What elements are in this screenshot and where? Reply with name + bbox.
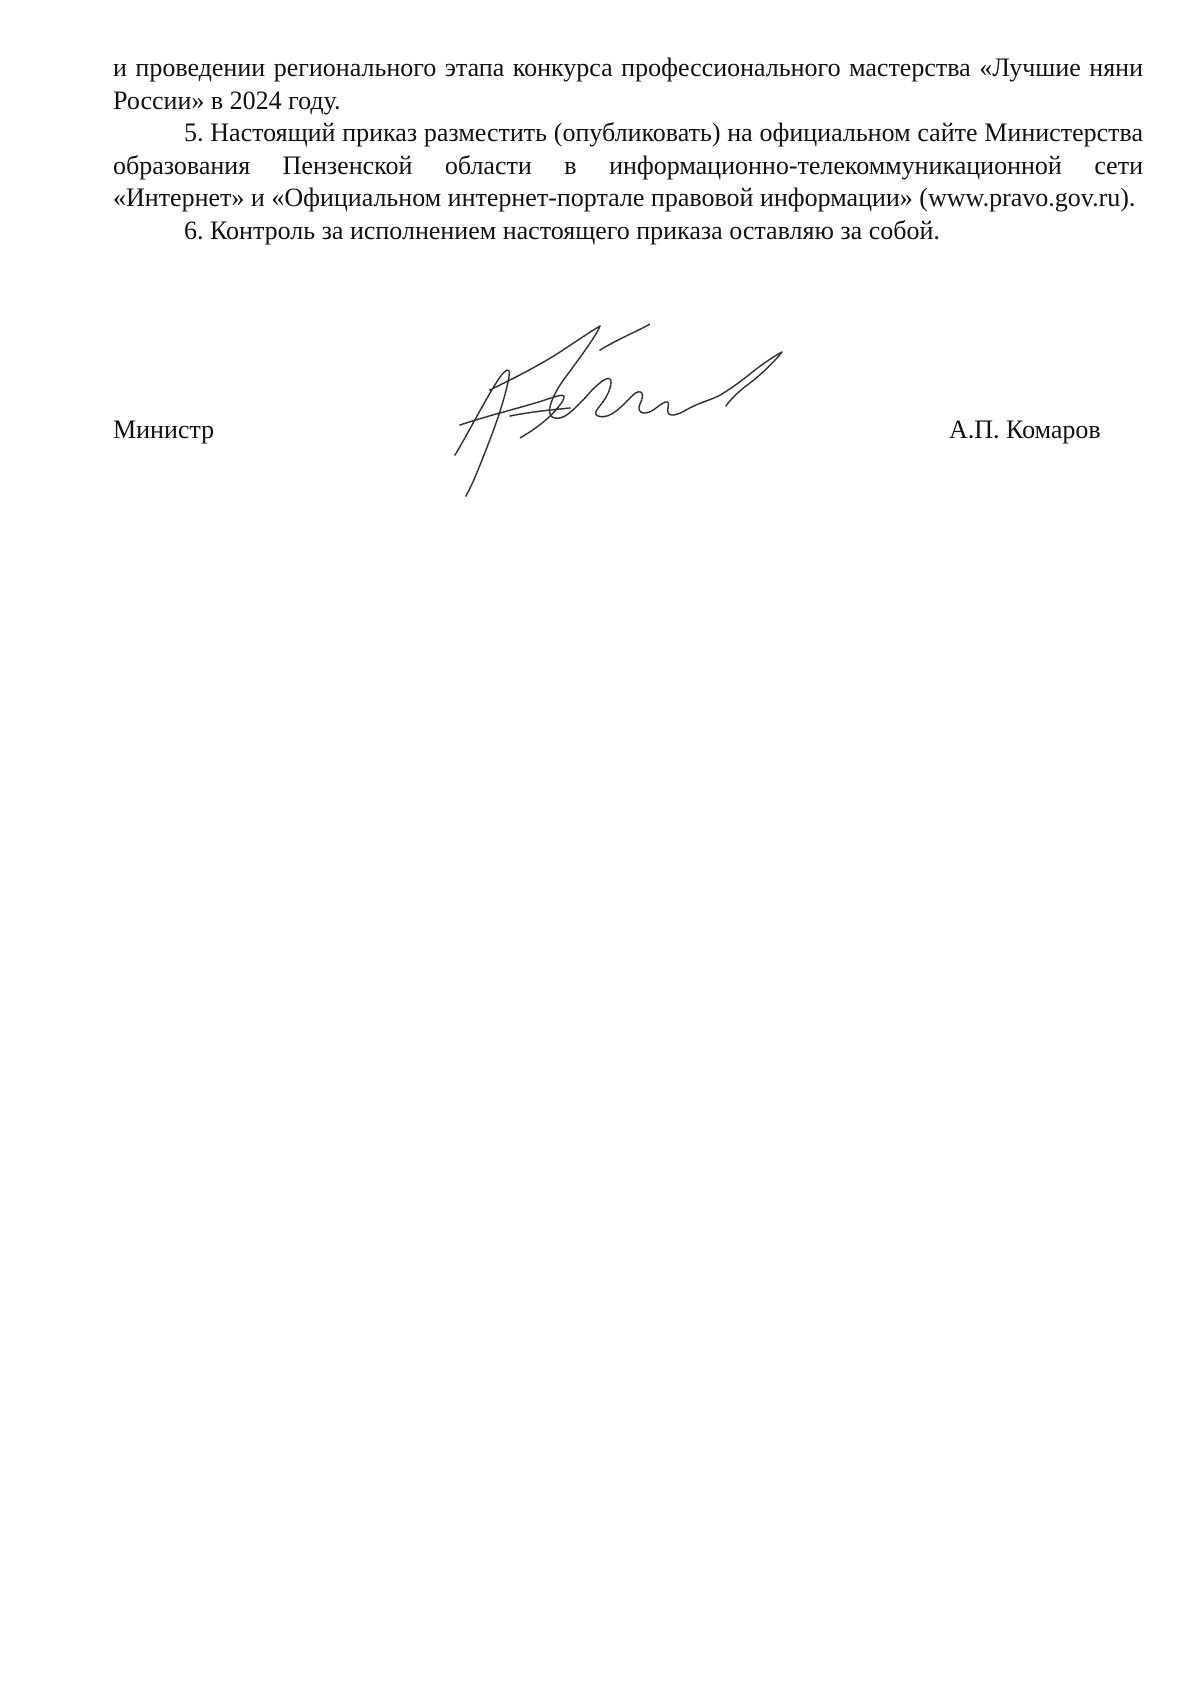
signatory-name: А.П. Комаров xyxy=(949,415,1101,444)
paragraph-continuation: и проведении регионального этапа конкурса профессионального мастерства «Лучшие няни России» в 2024 году. xyxy=(113,53,1143,115)
document-body xyxy=(113,52,1143,247)
signatory-title: Министр xyxy=(113,415,215,444)
paragraph-item-6: 6. Контроль за исполнением настоящего приказа оставляю за собой. xyxy=(184,215,940,245)
paragraph-item-5: 5. Настоящий приказ разместить (опубликовать) на официальном сайте Министерства образования Пензенской области в информационно-телекоммуникационной сети «Интернет» и «Официальном интернет-портале правовой информации» (www.pravo.gov.ru). xyxy=(113,118,1143,212)
handwritten-signature xyxy=(450,320,790,500)
